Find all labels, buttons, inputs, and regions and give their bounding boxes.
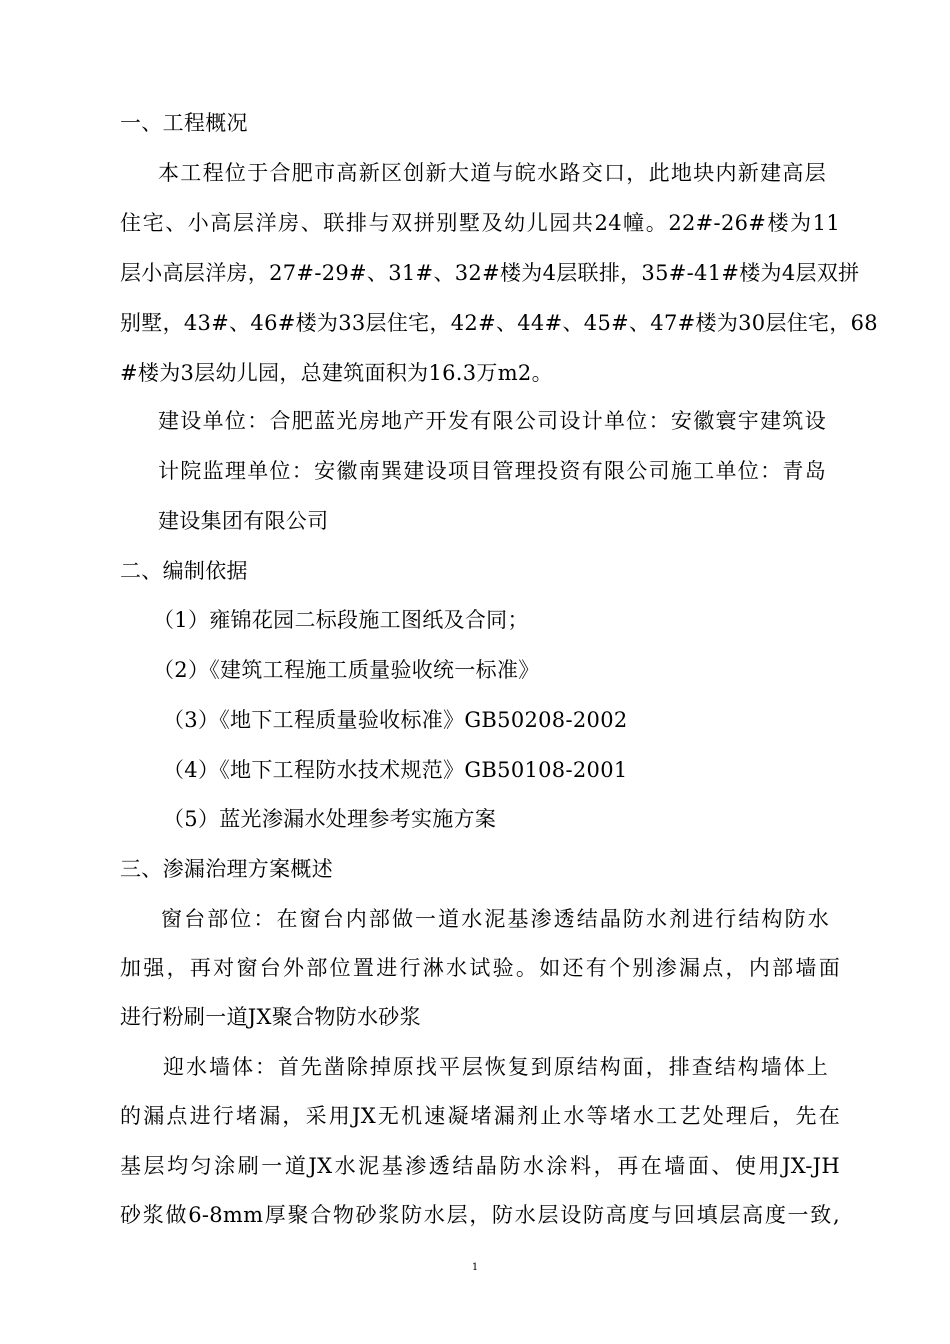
paragraph-line: 进行粉刷一道JX聚合物防水砂浆 [120, 1005, 421, 1029]
basis-item: （1）雍锦花园二标段施工图纸及合同； [153, 608, 529, 632]
heading-compilation-basis: 二、编制依据 [120, 559, 248, 583]
heading-leakage-plan: 三、渗漏治理方案概述 [120, 857, 333, 881]
basis-item: （4）《地下工程防水技术规范》GB50108-2001 [163, 758, 628, 782]
paragraph-line: 的漏点进行堵漏，采用JX无机速凝堵漏剂止水等堵水工艺处理后，先在 [120, 1104, 840, 1128]
heading-project-overview: 一、工程概况 [120, 111, 248, 135]
paragraph-line: 加强，再对窗台外部位置进行淋水试验。如还有个别渗漏点，内部墙面 [120, 956, 840, 980]
paragraph-line: #楼为3层幼儿园，总建筑面积为16.3万m2。 [120, 361, 553, 385]
basis-item: （3）《地下工程质量验收标准》GB50208-2002 [163, 708, 628, 732]
paragraph-line: 基层均匀涂刷一道JX水泥基渗透结晶防水涂料，再在墙面、使用JX-JH [120, 1154, 840, 1178]
paragraph-line: 住宅、小高层洋房、联排与双拼别墅及幼儿园共24幢。22#-26#楼为11 [120, 211, 840, 235]
paragraph-line: 计院监理单位：安徽南巽建设项目管理投资有限公司施工单位：青岛 [158, 459, 826, 483]
paragraph-line: 层小高层洋房，27#-29#、31#、32#楼为4层联排，35#-41#楼为4层双拼 [120, 261, 860, 285]
paragraph-line: 本工程位于合肥市高新区创新大道与皖水路交口，此地块内新建高层 [158, 161, 826, 185]
basis-item: （5）蓝光渗漏水处理参考实施方案 [163, 807, 497, 831]
paragraph-line: 砂浆做6-8mm厚聚合物砂浆防水层，防水层设防高度与回填层高度一致, [120, 1203, 840, 1227]
paragraph-line: 迎水墙体：首先凿除掉原找平层恢复到原结构面，排查结构墙体上 [163, 1055, 828, 1079]
basis-item: （2）《建筑工程施工质量验收统一标准》 [153, 658, 540, 682]
paragraph-line: 建设单位：合肥蓝光房地产开发有限公司设计单位：安徽寰宇建筑设 [158, 409, 826, 433]
page-number: 1 [471, 1262, 479, 1273]
paragraph-line: 别墅，43#、46#楼为33层住宅，42#、44#、45#、47#楼为30层住宅，68 [120, 311, 878, 335]
paragraph-line: 建设集团有限公司 [158, 509, 329, 533]
paragraph-line: 窗台部位：在窗台内部做一道水泥基渗透结晶防水剂进行结构防水 [161, 907, 829, 931]
